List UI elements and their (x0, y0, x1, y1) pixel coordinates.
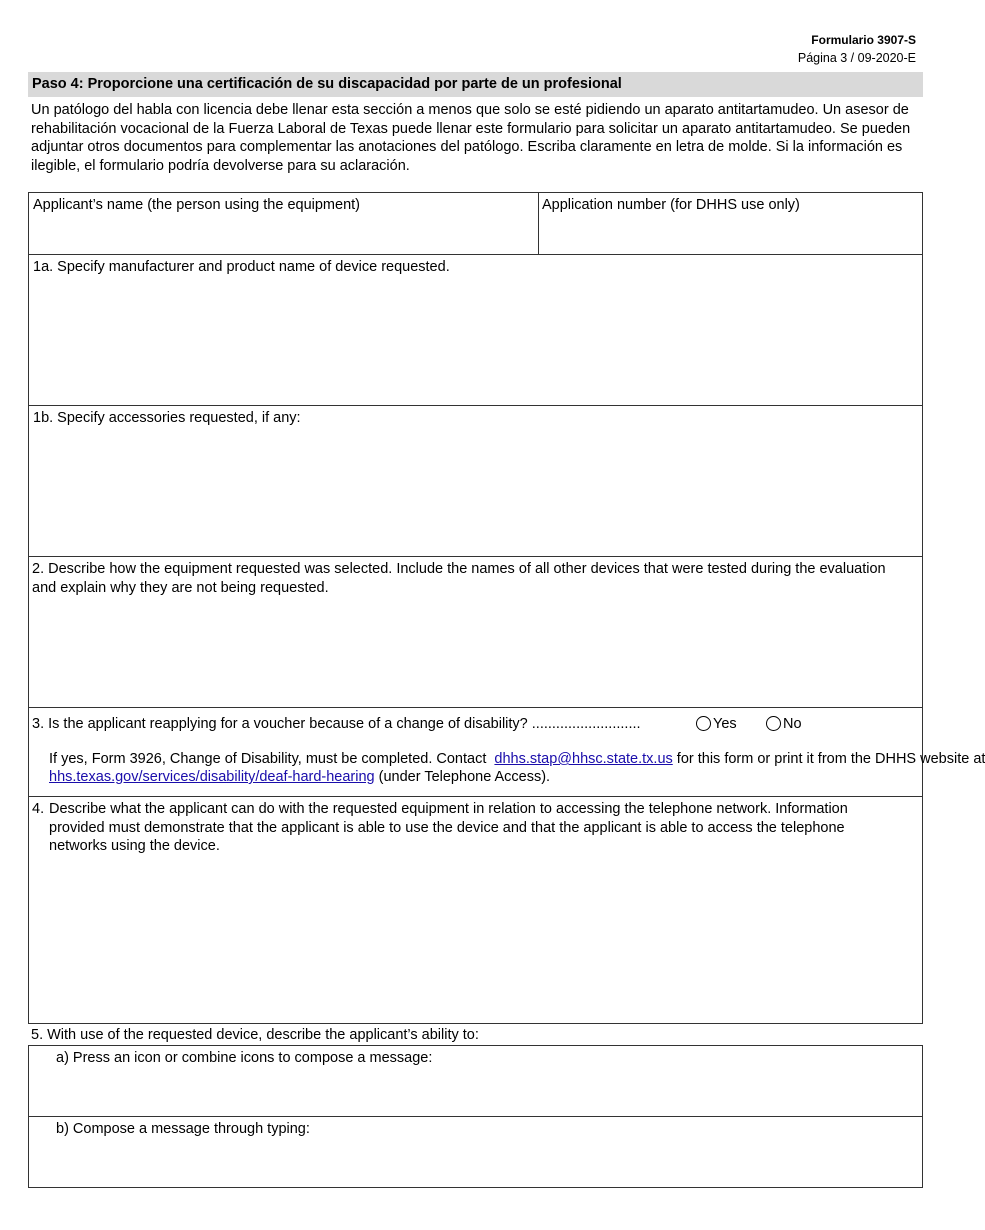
q3-note-mid: for this form or print it from the DHHS website at (676, 751, 985, 767)
q3-note-line1 (49, 750, 985, 769)
applicant-name-label: Applicant’s name (the person using the equipment) (33, 197, 360, 213)
q5b-field[interactable] (28, 1116, 923, 1188)
q3-yes-option[interactable] (696, 715, 737, 734)
form-id: Formulario 3907-S (811, 33, 916, 47)
application-number-label: Application number (for DHHS use only) (542, 197, 800, 213)
website-link[interactable]: hhs.texas.gov/services/disability/deaf-hard-hearing (49, 769, 375, 785)
q5a-field[interactable] (28, 1045, 923, 1117)
q1b-field[interactable] (28, 405, 923, 557)
q3-note-pre: If yes, Form 3926, Change of Disability, must be completed. Contact (49, 751, 487, 767)
q3-section (28, 707, 985, 797)
yes-label: Yes (713, 716, 737, 732)
q5-intro: 5. With use of the requested device, describe the applicant’s ability to: (31, 1027, 479, 1043)
q2-label: 2. Describe how the equipment requested was selected. Include the names of all other devices that were tested during the evaluation and explain why they are not being requested. (32, 561, 886, 596)
q4-field[interactable] (28, 796, 923, 1024)
q4-label: Describe what the applicant can do with the requested equipment in relation to accessing the telephone network. Information provided must demonstrate that the applicant is able to use the device and that the applicant is able to access the telephone networks using the device. (49, 801, 848, 854)
page-info: Página 3 / 09-2020-E (797, 51, 916, 65)
applicant-name-field[interactable] (28, 192, 539, 255)
q3-no-option[interactable] (766, 715, 802, 734)
step-intro: Un patólogo del habla con licencia debe llenar esta sección a menos que solo se esté pidiendo un aparato antitartamudeo. Un asesor de rehabilitación vocacional de la Fuerza Laboral de Texas puede llenar este formulario para solicitar un aparato antitartamudeo. Se pueden adjuntar otros documentos para complementar las anotaciones del patólogo. Escriba claramente en letra de molde. Si la información es ilegible, el formulario podría devolverse para su aclaración. (31, 102, 911, 174)
q1a-field[interactable] (28, 254, 923, 406)
q3-leader-dots: ........................... (531, 716, 641, 732)
q1a-label: 1a. Specify manufacturer and product name of device requested. (33, 259, 450, 275)
form-header (798, 31, 916, 67)
q3-question: 3. Is the applicant reapplying for a voucher because of a change of disability? (32, 716, 528, 732)
yes-radio[interactable] (696, 716, 711, 731)
application-number-field[interactable] (538, 192, 923, 255)
q3-question-row (32, 715, 641, 734)
q1b-label: 1b. Specify accessories requested, if any: (33, 410, 301, 426)
q4-number: 4. (32, 801, 45, 817)
no-radio[interactable] (766, 716, 781, 731)
step-title: Paso 4: Proporcione una certificación de su discapacidad por parte de un profesional (28, 72, 923, 97)
q5b-label: b) Compose a message through typing: (56, 1121, 310, 1137)
q3-note-line2 (49, 768, 550, 787)
q2-field[interactable] (28, 556, 923, 708)
email-link[interactable]: dhhs.stap@hhsc.state.tx.us (494, 751, 673, 767)
q5a-label: a) Press an icon or combine icons to compose a message: (56, 1050, 433, 1066)
q3-note-post: (under Telephone Access). (378, 769, 551, 785)
no-label: No (783, 716, 802, 732)
